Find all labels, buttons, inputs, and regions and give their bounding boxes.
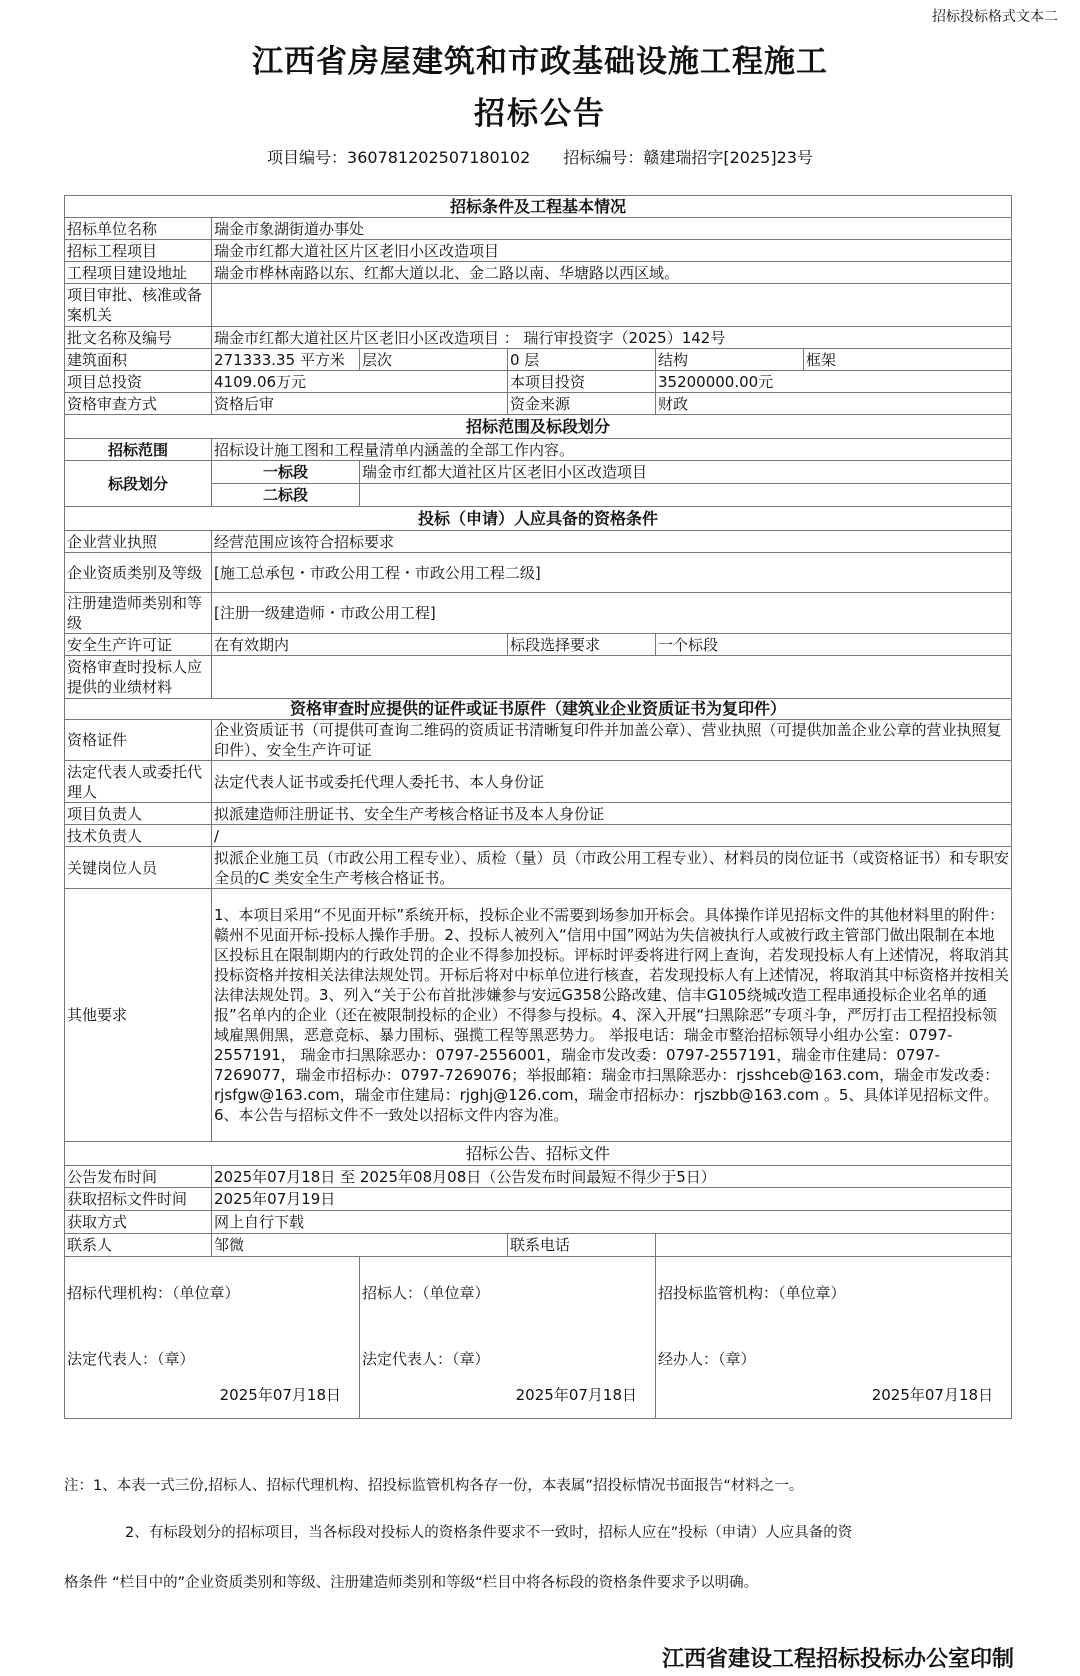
- publish-time-value: 2025年07月18日 至 2025年08月08日（公告发布时间最短不得少于5日）: [212, 1166, 1012, 1188]
- note-line-3: 格条件 “栏目中的”企业资质类别和等级、注册建造师类别和等级“栏目中将各标段的资格条件要求予以明确。: [64, 1575, 759, 1591]
- tenderer-signature-block: [360, 1257, 656, 1419]
- lots-label: 标段划分: [65, 461, 212, 507]
- obtain-way-value: 网上自行下载: [212, 1211, 1012, 1234]
- supervisor-sign-date: 2025年07月18日: [871, 1386, 994, 1404]
- other-requirements-value: 1、本项目采用“不见面开标”系统开标，投标企业不需要到场参加开标会。具体操作详见招标文件的其他材料里的附件：赣州不见面开标-投标人操作手册。2、投标人被列入“信用中国”网站为失信被执行人或被行政主管部门做出限制在本地区投标且在限制期内的行政处罚的企业不得参加投标。评标时评委将进行网上查询，若发现投标人有上述情况，将取消其投标资格并按相关法律法规处罚。开标后将对中标单位进行核查，若发现投标人有上述情况，将取消其中标资格并按相关法律法规处罚。3、列入“关于公布首批涉嫌参与安远G358公路改建、信丰G105绕城改造工程串通投标企业名单的通报”名单内的企业（还在被限制投标的企业）不得参与投标。4、深入开展“扫黑除恶”专项斗争，严厉打击工程招投标领域雇黑佣黑，恶意竞标、暴力围标、强揽工程等黑恶势力。 举报电话：瑞金市整治招标领导小组办公室：0797-2557191， 瑞金市扫黑除恶办：0797-2556001，瑞金市发改委：0797-2557191，瑞金市住建局：0797-7269077，瑞金市招标办：0797-7269076；举报邮箱：瑞金市扫黑除恶办：rjsshceb@163.com，瑞金市发改委：rjsfgw@163.com，瑞金市住建局：rjghj@126.com，瑞金市招标办：rjszbb@163.com 。5、具体详见招标文件。6、本公告与招标文件不一致处以招标文件内容为准。: [212, 889, 1012, 1142]
- scope-value: 招标设计施工图和工程量清单内涵盖的全部工作内容。: [212, 439, 1012, 461]
- license-label: 企业营业执照: [65, 531, 212, 553]
- obtain-way-label: 获取方式: [65, 1211, 212, 1234]
- builder-value: [注册一级建造师・市政公用工程]: [212, 593, 1012, 634]
- builder-label: 注册建造师类别和等级: [65, 593, 212, 634]
- floors-label: 层次: [360, 349, 508, 371]
- tenderer-label: 招标单位名称: [65, 218, 212, 240]
- approval-org-value: [212, 284, 1012, 327]
- tech-lead-value: /: [212, 825, 1012, 847]
- certificate-label: 资格证件: [65, 720, 212, 761]
- address-value: 瑞金市桦林南路以东、红都大道以北、金二路以南、华塘路以西区域。: [212, 262, 1012, 284]
- obtain-time-label: 获取招标文件时间: [65, 1188, 212, 1211]
- scope-label: 招标范围: [65, 439, 212, 461]
- phone-label: 联系电话: [508, 1234, 656, 1257]
- document-title: 江西省房屋建筑和市政基础设施工程施工: [252, 44, 828, 80]
- key-staff-value: 拟派企业施工员（市政公用工程专业）、质检（量）员（市政公用工程专业）、材料员的岗位证书（或资格证书）和专职安全员的C 类安全生产考核合格证书。: [212, 847, 1012, 889]
- total-invest-value: 4109.06万元: [212, 371, 508, 393]
- review-label: 资格审查方式: [65, 393, 212, 415]
- address-label: 工程项目建设地址: [65, 262, 212, 284]
- lot1-value: 瑞金市红都大道社区片区老旧小区改造项目: [360, 461, 1012, 484]
- tenderer-legal-rep-label: 法定代表人：（章）: [362, 1350, 490, 1368]
- obtain-time-value: 2025年07月19日: [212, 1188, 1012, 1211]
- contact-label: 联系人: [65, 1234, 212, 1257]
- tenderer-sign-date: 2025年07月18日: [515, 1386, 637, 1404]
- review-value: 资格后审: [212, 393, 508, 415]
- project-number: 项目编号：360781202507180102: [267, 148, 531, 167]
- tech-lead-label: 技术负责人: [65, 825, 212, 847]
- this-invest-label: 本项目投资: [508, 371, 656, 393]
- license-value: 经营范围应该符合招标要求: [212, 531, 1012, 553]
- floors-value: 0 层: [508, 349, 656, 371]
- legal-rep-value: 法定代表人证书或委托代理人委托书、本人身份证: [212, 761, 1012, 803]
- project-value: 瑞金市红都大道社区片区老旧小区改造项目: [212, 240, 1012, 262]
- grade-value: [施工总承包・市政公用工程・市政公用工程二级]: [212, 553, 1012, 593]
- fund-label: 资金来源: [508, 393, 656, 415]
- safety-value: 在有效期内: [212, 634, 508, 656]
- approval-doc-value: 瑞金市红都大道社区片区老旧小区改造项目 ： 瑞行审投资字（2025）142号: [212, 327, 1012, 349]
- issuer-footer: 江西省建设工程招标投标办公室印制: [661, 1647, 1014, 1672]
- lot-selection-label: 标段选择要求: [508, 634, 656, 656]
- section-title-originals: 资格审查时应提供的证件或证书原件（建筑业企业资质证书为复印件）: [65, 699, 1012, 720]
- this-invest-value: 35200000.00元: [656, 371, 1012, 393]
- approval-doc-label: 批文名称及编号: [65, 327, 212, 349]
- phone-value: [656, 1234, 1012, 1257]
- note-line-2: 2、有标段划分的招标项目，当各标段对投标人的资格条件要求不一致时，招标人应在”投标（申请）人应具备的资: [125, 1525, 853, 1541]
- project-manager-value: 拟派建造师注册证书、安全生产考核合格证书及本人身份证: [212, 803, 1012, 825]
- total-invest-label: 项目总投资: [65, 371, 212, 393]
- lot2-label: 二标段: [212, 484, 360, 507]
- area-value: 271333.35 平方米: [212, 349, 360, 371]
- lot1-label: 一标段: [212, 461, 360, 484]
- structure-label: 结构: [656, 349, 804, 371]
- agency-signature-block: [65, 1257, 360, 1419]
- section-title-qualification: 投标（申请）人应具备的资格条件: [65, 507, 1012, 531]
- other-requirements-label: 其他要求: [65, 889, 212, 1142]
- approval-org-label: 项目审批、核准或备案机关: [65, 284, 212, 327]
- supervisor-handler-label: 经办人：（章）: [658, 1350, 756, 1368]
- safety-label: 安全生产许可证: [65, 634, 212, 656]
- note-line-1: 注：1、本表一式三份,招标人、招标代理机构、招投标监管机构各存一份，本表属”招投标情况书面报告“材料之一。: [64, 1478, 804, 1494]
- performance-label: 资格审查时投标人应提供的业绩材料: [65, 656, 212, 699]
- contact-value: 邹微: [212, 1234, 508, 1257]
- lot-selection-value: 一个标段: [656, 634, 1012, 656]
- section-title-basic: 招标条件及工程基本情况: [65, 196, 1012, 218]
- certificate-value: 企业资质证书（可提供可查询二维码的资质证书清晰复印件并加盖公章）、营业执照（可提供加盖企业公章的营业执照复印件）、安全生产许可证: [212, 720, 1012, 761]
- lot2-value: [360, 484, 1012, 507]
- grade-label: 企业资质类别及等级: [65, 553, 212, 593]
- supervisor-seal-label: 招投标监管机构：（单位章）: [658, 1284, 846, 1302]
- announcement-table: [64, 195, 1012, 1419]
- agency-legal-rep-label: 法定代表人：（章）: [67, 1350, 195, 1368]
- project-label: 招标工程项目: [65, 240, 212, 262]
- agency-seal-label: 招标代理机构：（单位章）: [67, 1284, 240, 1302]
- key-staff-label: 关键岗位人员: [65, 847, 212, 889]
- legal-rep-label: 法定代表人或委托代理人: [65, 761, 212, 803]
- structure-value: 框架: [804, 349, 1012, 371]
- tenderer-value: 瑞金市象湖街道办事处: [212, 218, 1012, 240]
- document-subtitle: 招标公告: [474, 96, 606, 132]
- publish-time-label: 公告发布时间: [65, 1166, 212, 1188]
- area-label: 建筑面积: [65, 349, 212, 371]
- section-title-notice: 招标公告、招标文件: [65, 1142, 1012, 1166]
- document-format-label: 招标投标格式文本二: [932, 9, 1058, 25]
- fund-value: 财政: [656, 393, 1012, 415]
- tender-number: 招标编号：赣建瑞招字[2025]23号: [563, 148, 813, 167]
- agency-sign-date: 2025年07月18日: [219, 1386, 341, 1404]
- performance-value: [212, 656, 1012, 699]
- section-title-scope: 招标范围及标段划分: [65, 415, 1012, 439]
- tenderer-seal-label: 招标人：（单位章）: [362, 1284, 490, 1302]
- supervisor-signature-block: [656, 1257, 1012, 1419]
- project-manager-label: 项目负责人: [65, 803, 212, 825]
- document-meta: [0, 145, 1080, 168]
